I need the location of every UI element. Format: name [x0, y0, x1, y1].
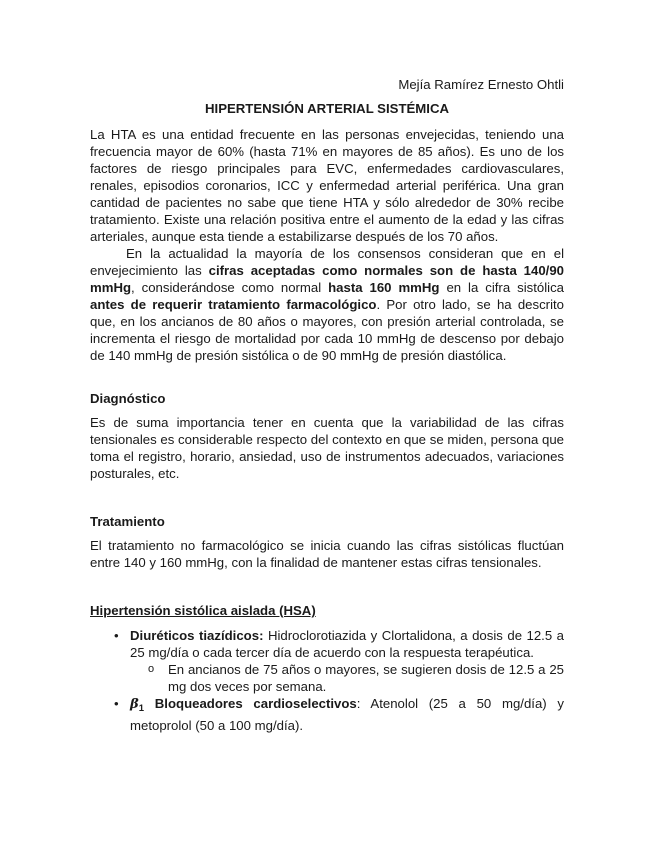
consensus-bold-3: antes de requerir tratamiento farmacológico [90, 297, 377, 312]
sub-bullet-icon: o [148, 663, 155, 675]
bullet-icon: • [114, 696, 119, 711]
consensus-bold-2: hasta 160 mmHg [328, 280, 440, 295]
beta-subscript: 1 [138, 703, 145, 714]
consensus-text-1: En la actualidad la mayoría de los consensos consideran que en el envejecimiento las [90, 246, 564, 278]
diureticos-sublist [130, 661, 564, 695]
consensus-paragraph [90, 245, 564, 364]
beta-symbol: β [130, 697, 139, 712]
diureticos-label: Diuréticos tiazídicos: [130, 628, 264, 643]
ancianos-text: En ancianos de 75 años o mayores, se sugieren dosis de 12.5 a 25 mg dos veces por semana. [168, 662, 564, 694]
betabloqueadores-label: Bloqueadores cardioselectivos [144, 696, 357, 711]
tratamiento-paragraph: El tratamiento no farmacológico se inicia cuando las cifras sistólicas fluctúan entre 140 y 160 mmHg, con la finalidad de mantener estas cifras tensionales. [90, 538, 564, 570]
bullet-icon: • [114, 628, 119, 643]
consensus-bold-1: cifras aceptadas como normales son de hasta 140/90 mmHg [90, 263, 565, 295]
consensus-text-3: en la cifra sistólica [439, 280, 565, 295]
betabloqueadores-text: : Atenolol (25 a 50 mg/día) y metoprolol (50 a 100 mg/día). [130, 696, 564, 733]
author-name: Mejía Ramírez Ernesto Ohtli [398, 77, 564, 92]
diagnostico-heading: Diagnóstico [90, 391, 166, 406]
diagnostico-paragraph: Es de suma importancia tener en cuenta que la variabilidad de las cifras tensionales es considerable respecto del contexto en que se miden, persona que toma el registro, horario, ansiedad, uso de instrumentos adecuados, variaciones posturales, etc. [90, 415, 564, 481]
consensus-text-4: . Por otro lado, se ha descrito que, en los ancianos de 80 años o mayores, con presión arterial controlada, se incrementa el riesgo de mortalidad por cada 10 mmHg de descenso por debajo de 140 mmHg de presión sistólica o de 90 mmHg de presión diastólica. [90, 297, 565, 363]
hsa-list [90, 627, 564, 734]
hsa-heading: Hipertensión sistólica aislada (HSA) [90, 603, 316, 618]
list-item-diureticos [90, 627, 564, 695]
intro-paragraph: La HTA es una entidad frecuente en las personas envejecidas, teniendo una frecuencia mayor de 60% (hasta 71% en mayores de 85 años). Es uno de los factores de riesgo principales para EVC, enfermedades cardiovasculares, renales, episodios coronarios, ICC y enfermedad arterial periférica. Una gran cantidad de pacientes no sabe que tiene HTA y sólo alrededor de 30% recibe tratamiento. Existe una relación positiva entre el aumento de la edad y las cifras arteriales, aunque esta tiende a estabilizarse después de los 70 años. [90, 127, 564, 244]
list-item-betabloqueadores [90, 695, 564, 734]
consensus-text-2: , considerándose como normal [131, 280, 329, 295]
diureticos-text: Hidroclorotiazida y Clortalidona, a dosis de 12.5 a 25 mg/día o cada tercer día de acuerdo con la respuesta terapéutica. [130, 628, 565, 660]
sublist-item-ancianos [130, 661, 564, 695]
document-title: HIPERTENSIÓN ARTERIAL SISTÉMICA [205, 101, 449, 116]
tratamiento-heading: Tratamiento [90, 514, 165, 529]
